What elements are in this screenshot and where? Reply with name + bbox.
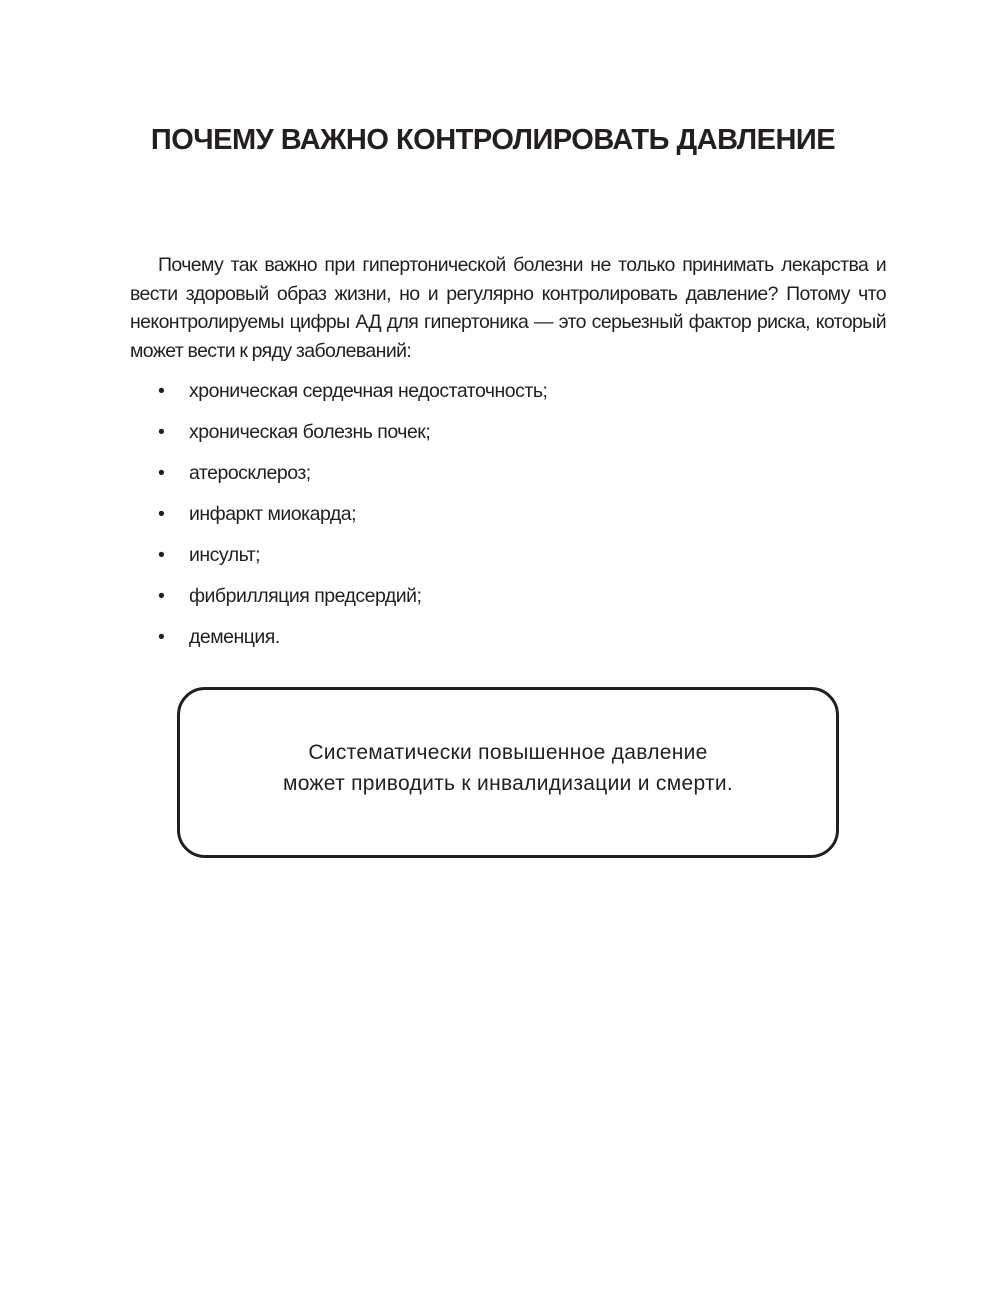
list-item: • инсульт; — [158, 541, 547, 582]
list-item: • деменция. — [158, 623, 547, 664]
callout-box — [177, 687, 839, 858]
bullet-icon: • — [158, 462, 165, 484]
page-title: ПОЧЕМУ ВАЖНО КОНТРОЛИРОВАТЬ ДАВЛЕНИЕ — [150, 124, 836, 156]
list-item: • хроническая сердечная недостаточность; — [158, 377, 547, 418]
bullet-icon: • — [158, 503, 165, 525]
bullet-icon: • — [158, 585, 165, 607]
disease-list — [158, 377, 547, 664]
bullet-icon: • — [158, 626, 165, 648]
list-item: • атеросклероз; — [158, 459, 547, 500]
bullet-icon: • — [158, 544, 165, 566]
list-item: • инфаркт миокарда; — [158, 500, 547, 541]
bullet-icon: • — [158, 380, 165, 402]
list-item: • хроническая болезнь почек; — [158, 418, 547, 459]
bullet-icon: • — [158, 421, 165, 443]
intro-paragraph: Почему так важно при гипертонической болезни не только принимать лекарства и вести здоровый образ жизни, но и регулярно контролировать давление? Потому что неконтролируемы цифры АД для гипертоника — это серьезный фактор риска, который может вести к ряду заболеваний: — [130, 254, 886, 363]
list-item: • фибрилляция предсердий; — [158, 582, 547, 623]
callout-text: Систематически повышенное давление может приводить к инвалидизации и смерти. — [282, 741, 734, 795]
